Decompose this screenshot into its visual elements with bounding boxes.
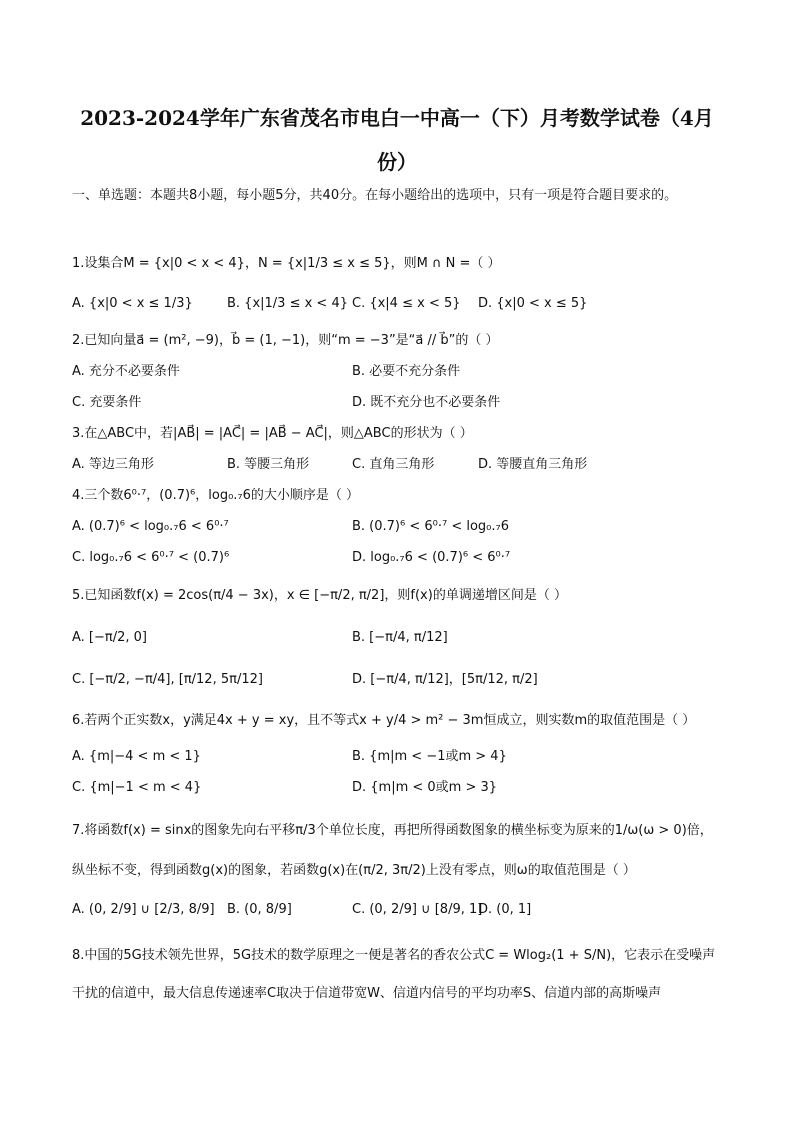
- q7-option-c: C. (0, 2/9] ∪ [8/9, 1]: [352, 902, 483, 917]
- q2-option-d: D. 既不充分也不必要条件: [352, 395, 501, 410]
- page-title: [60, 96, 734, 184]
- q3-option-a: A. 等边三角形: [72, 457, 154, 472]
- q6-option-c: C. {m|−1 < m < 4}: [72, 780, 202, 795]
- q1-option-b: B. {x|1/3 ≤ x < 4}: [227, 296, 348, 311]
- question-4-stem: 4.三个数6⁰·⁷，(0.7)⁶，log₀.₇6的大小顺序是（ ）: [72, 488, 360, 503]
- q7-option-d: D. (0, 1]: [478, 902, 532, 917]
- q4-option-a: A. (0.7)⁶ < log₀.₇6 < 6⁰·⁷: [72, 519, 229, 534]
- q4-option-d: D. log₀.₇6 < (0.7)⁶ < 6⁰·⁷: [352, 550, 511, 565]
- q7-option-a: A. (0, 2/9] ∪ [2/3, 8/9]: [72, 902, 215, 917]
- question-1-stem: 1.设集合M = {x|0 < x < 4}，N = {x|1/3 ≤ x ≤ 5}，则M ∩ N =（ ）: [72, 256, 501, 271]
- q6-option-a: A. {m|−4 < m < 1}: [72, 749, 201, 764]
- q5-option-c: C. [−π/2, −π/4], [π/12, 5π/12]: [72, 672, 263, 687]
- q6-option-d: D. {m|m < 0或m > 3}: [352, 780, 498, 795]
- question-7-stem: 7.将函数f(x) = sinx的图象先向右平移π/3个单位长度，再把所得函数图象的横坐标变为原来的1/ω(ω > 0)倍，纵坐标不变，得到函数g(x)的图象，若函数g(x)在(π/2, 3π/2)上没有零点，则ω的取值范围是（ ）: [72, 823, 713, 878]
- section-heading: 一、单选题：本题共8小题，每小题5分，共40分。在每小题给出的选项中，只有一项是符合题目要求的。: [72, 188, 678, 203]
- question-3-stem: 3.在△ABC中，若|AB⃗| = |AC⃗| = |AB⃗ − AC⃗|，则△ABC的形状为（ ）: [72, 426, 473, 441]
- question-6-stem: 6.若两个正实数x，y满足4x + y = xy，且不等式x + y/4 > m² − 3m恒成立，则实数m的取值范围是（ ）: [72, 713, 696, 728]
- title-line-1: 2023-2024学年广东省茂名市电白一中高一（下）月考数学试卷（4月: [80, 106, 714, 130]
- q2-option-c: C. 充要条件: [72, 395, 142, 410]
- question-8-stem: 8.中国的5G技术领先世界，5G技术的数学原理之一便是著名的香农公式C = Wlog₂(1 + S/N)，它表示在受噪声干扰的信道中，最大信息传递速率C取决于信道带宽W、信道内信号的平均功率S、信道内部的高斯噪声: [72, 948, 716, 1001]
- q3-option-b: B. 等腰三角形: [227, 457, 310, 472]
- q4-option-c: C. log₀.₇6 < 6⁰·⁷ < (0.7)⁶: [72, 550, 230, 565]
- q3-option-d: D. 等腰直角三角形: [478, 457, 588, 472]
- q5-option-a: A. [−π/2, 0]: [72, 630, 147, 645]
- question-5-stem: 5.已知函数f(x) = 2cos(π/4 − 3x)，x ∈ [−π/2, π/2]，则f(x)的单调递增区间是（ ）: [72, 588, 567, 603]
- q3-option-c: C. 直角三角形: [352, 457, 435, 472]
- q2-option-b: B. 必要不充分条件: [352, 364, 461, 379]
- q4-option-b: B. (0.7)⁶ < 6⁰·⁷ < log₀.₇6: [352, 519, 509, 534]
- q7-option-b: B. (0, 8/9]: [227, 902, 292, 917]
- q5-option-b: B. [−π/4, π/12]: [352, 630, 448, 645]
- q6-option-b: B. {m|m < −1或m > 4}: [352, 749, 507, 764]
- q1-option-c: C. {x|4 ≤ x < 5}: [352, 296, 461, 311]
- q1-option-d: D. {x|0 < x ≤ 5}: [478, 296, 588, 311]
- q1-option-a: A. {x|0 < x ≤ 1/3}: [72, 296, 193, 311]
- q2-option-a: A. 充分不必要条件: [72, 364, 180, 379]
- title-line-2: 份）: [377, 150, 417, 174]
- question-2-stem: 2.已知向量a⃗ = (m², −9)，b⃗ = (1, −1)，则“m = −3”是“a⃗ // b⃗”的（ ）: [72, 333, 499, 348]
- q5-option-d: D. [−π/4, π/12]，[5π/12, π/2]: [352, 672, 538, 687]
